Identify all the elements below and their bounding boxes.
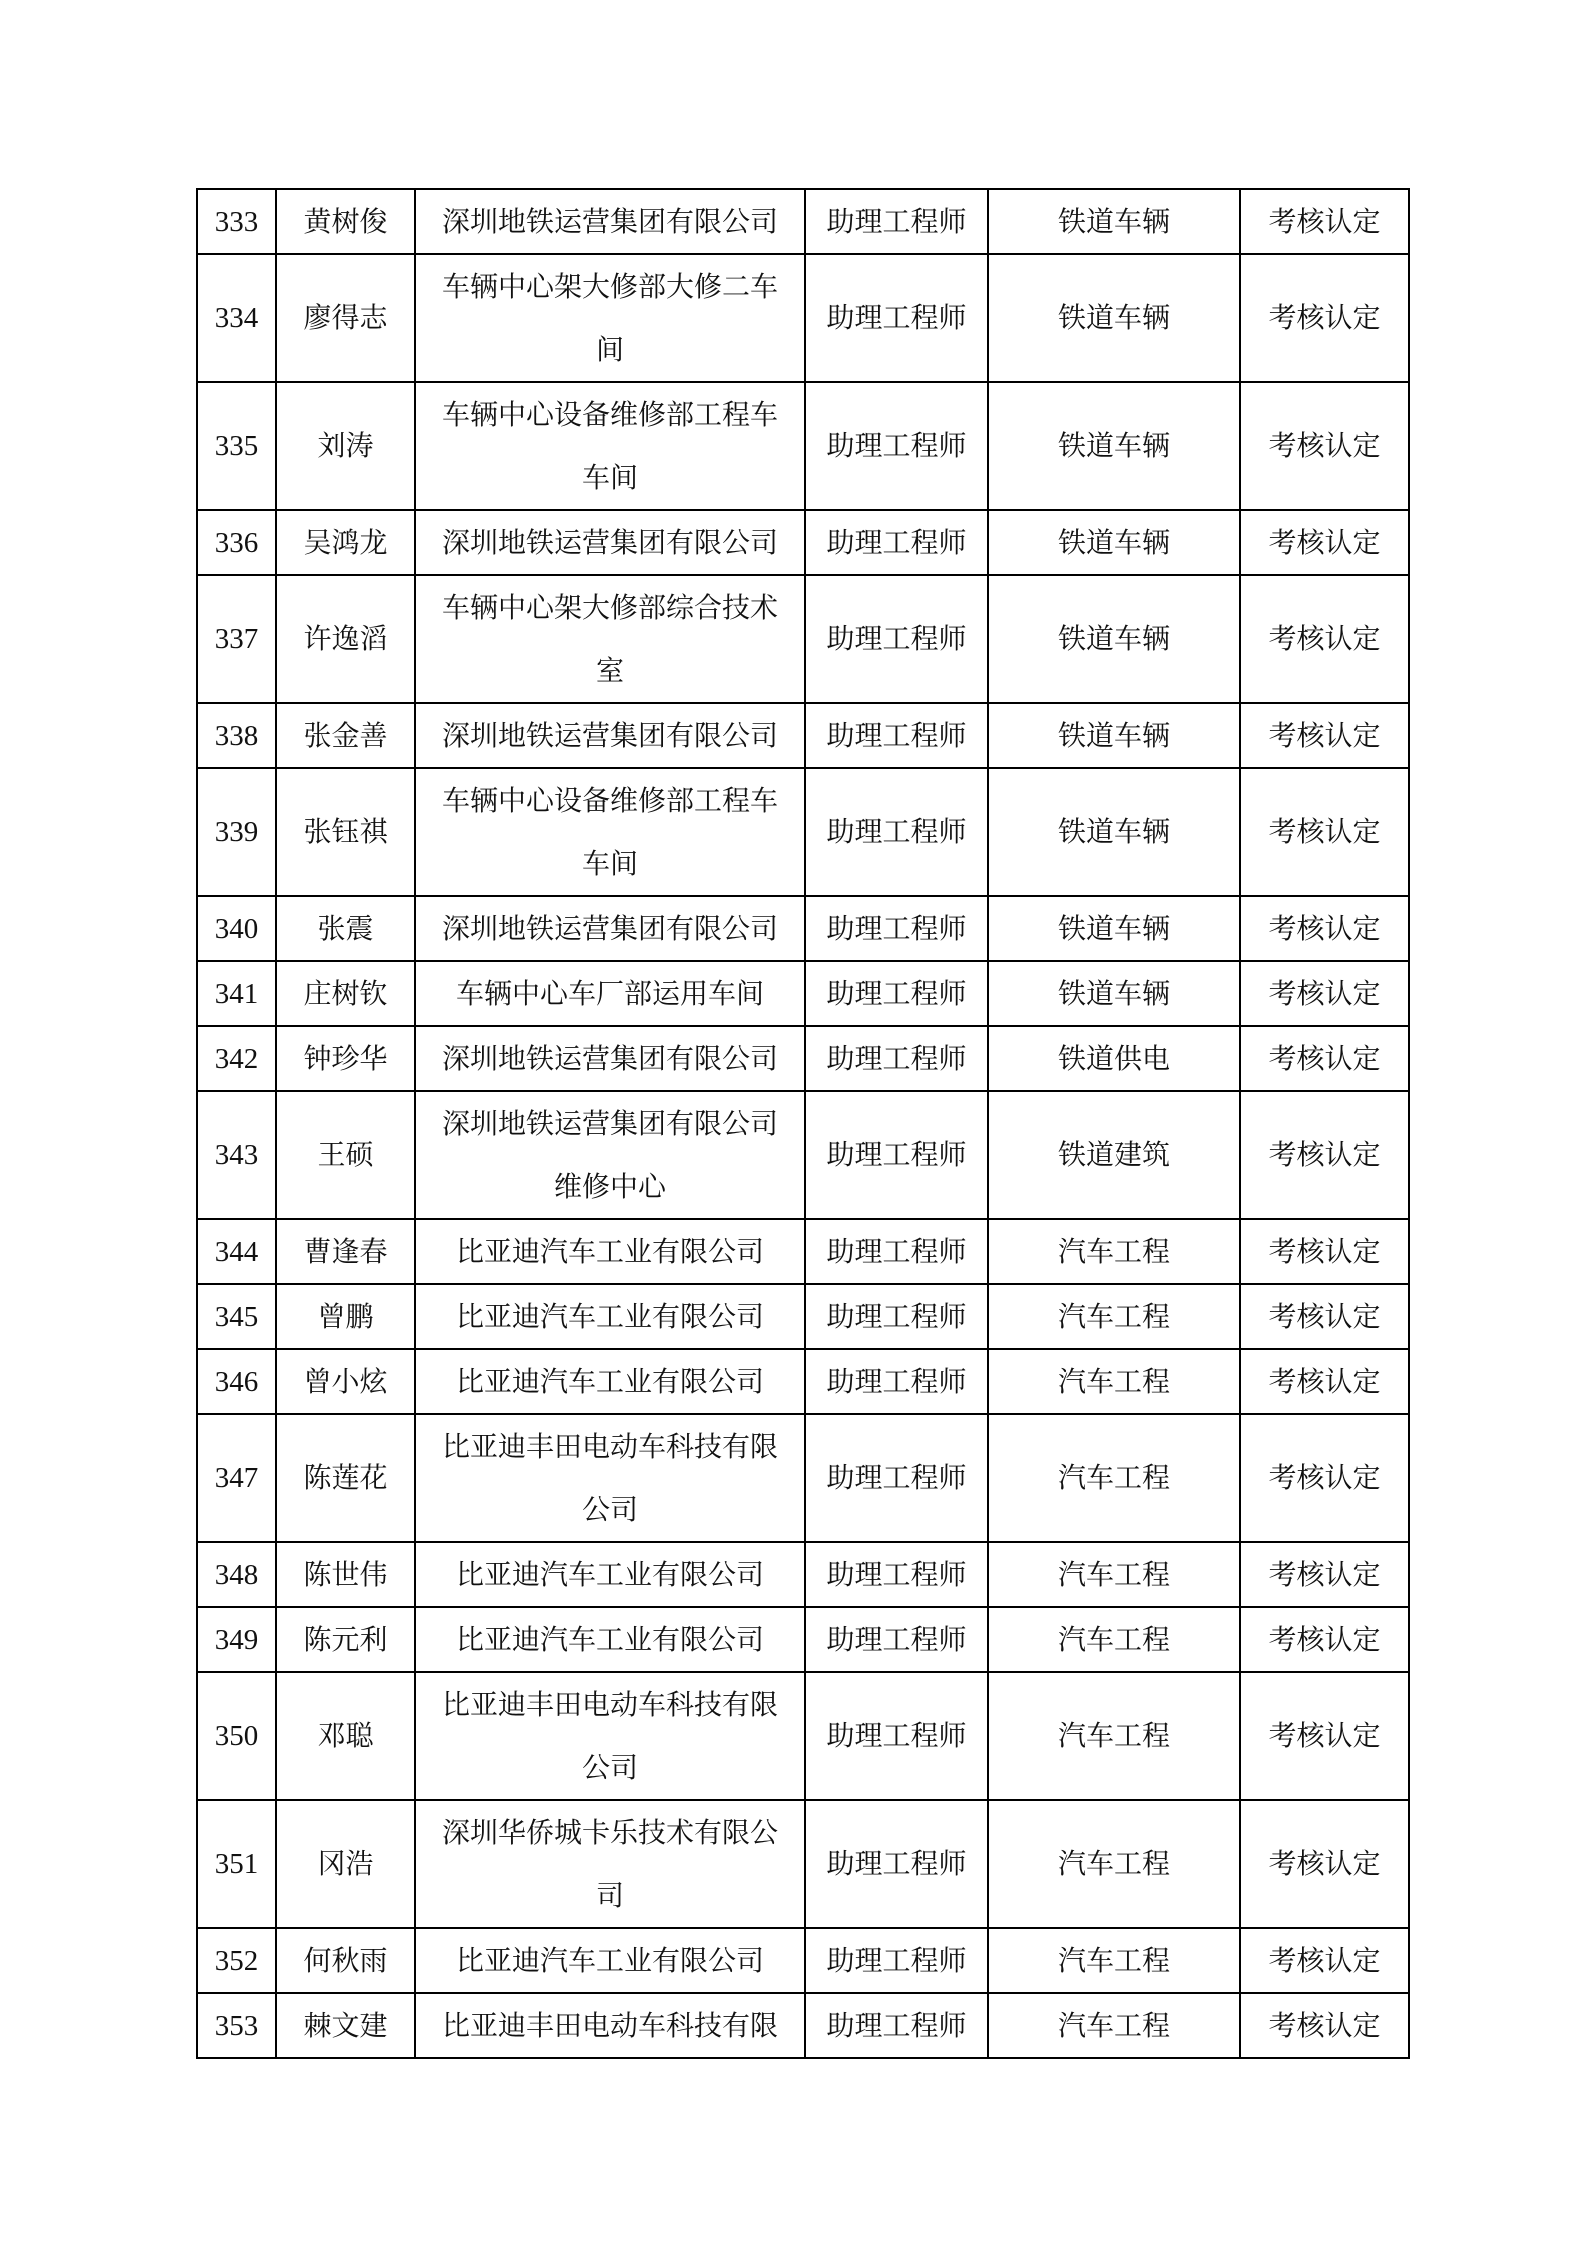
major-cell: 汽车工程 <box>988 1928 1240 1993</box>
name-cell: 刘涛 <box>276 382 415 510</box>
major-cell: 铁道车辆 <box>988 768 1240 896</box>
table-row <box>197 768 1409 896</box>
table-row <box>197 575 1409 703</box>
method-cell: 考核认定 <box>1240 1800 1409 1928</box>
title-cell: 助理工程师 <box>805 1414 988 1542</box>
table-row <box>197 1993 1409 2058</box>
organization-cell: 深圳地铁运营集团有限公司 <box>415 1026 805 1091</box>
personnel-table <box>196 188 1410 2059</box>
method-cell: 考核认定 <box>1240 510 1409 575</box>
major-cell: 汽车工程 <box>988 1349 1240 1414</box>
row-number-cell: 342 <box>197 1026 276 1091</box>
organization-cell: 深圳地铁运营集团有限公司 <box>415 189 805 254</box>
table-row <box>197 961 1409 1026</box>
method-cell: 考核认定 <box>1240 1284 1409 1349</box>
method-cell: 考核认定 <box>1240 896 1409 961</box>
method-cell: 考核认定 <box>1240 1607 1409 1672</box>
name-cell: 钟珍华 <box>276 1026 415 1091</box>
major-cell: 汽车工程 <box>988 1284 1240 1349</box>
major-cell: 铁道车辆 <box>988 382 1240 510</box>
title-cell: 助理工程师 <box>805 1800 988 1928</box>
method-cell: 考核认定 <box>1240 1026 1409 1091</box>
title-cell: 助理工程师 <box>805 1672 988 1800</box>
organization-cell: 深圳地铁运营集团有限公司维修中心 <box>415 1091 805 1219</box>
row-number-cell: 335 <box>197 382 276 510</box>
title-cell: 助理工程师 <box>805 1928 988 1993</box>
organization-cell: 车辆中心车厂部运用车间 <box>415 961 805 1026</box>
method-cell: 考核认定 <box>1240 1928 1409 1993</box>
name-cell: 王硕 <box>276 1091 415 1219</box>
name-cell: 曾鹏 <box>276 1284 415 1349</box>
major-cell: 铁道车辆 <box>988 703 1240 768</box>
row-number-cell: 341 <box>197 961 276 1026</box>
name-cell: 棘文建 <box>276 1993 415 2058</box>
row-number-cell: 334 <box>197 254 276 382</box>
table-row <box>197 896 1409 961</box>
method-cell: 考核认定 <box>1240 382 1409 510</box>
title-cell: 助理工程师 <box>805 1219 988 1284</box>
table-row <box>197 1800 1409 1928</box>
table-row <box>197 1219 1409 1284</box>
table-row <box>197 1542 1409 1607</box>
organization-cell: 车辆中心架大修部综合技术室 <box>415 575 805 703</box>
name-cell: 曾小炫 <box>276 1349 415 1414</box>
organization-cell: 比亚迪汽车工业有限公司 <box>415 1607 805 1672</box>
table-row <box>197 510 1409 575</box>
organization-cell: 深圳地铁运营集团有限公司 <box>415 896 805 961</box>
method-cell: 考核认定 <box>1240 1993 1409 2058</box>
row-number-cell: 337 <box>197 575 276 703</box>
name-cell: 张金善 <box>276 703 415 768</box>
method-cell: 考核认定 <box>1240 189 1409 254</box>
title-cell: 助理工程师 <box>805 189 988 254</box>
method-cell: 考核认定 <box>1240 575 1409 703</box>
table-row <box>197 703 1409 768</box>
organization-cell: 车辆中心架大修部大修二车间 <box>415 254 805 382</box>
title-cell: 助理工程师 <box>805 1026 988 1091</box>
major-cell: 铁道车辆 <box>988 254 1240 382</box>
row-number-cell: 336 <box>197 510 276 575</box>
organization-cell: 比亚迪丰田电动车科技有限公司 <box>415 1672 805 1800</box>
name-cell: 陈莲花 <box>276 1414 415 1542</box>
name-cell: 廖得志 <box>276 254 415 382</box>
row-number-cell: 350 <box>197 1672 276 1800</box>
major-cell: 铁道供电 <box>988 1026 1240 1091</box>
title-cell: 助理工程师 <box>805 768 988 896</box>
title-cell: 助理工程师 <box>805 575 988 703</box>
title-cell: 助理工程师 <box>805 254 988 382</box>
major-cell: 汽车工程 <box>988 1993 1240 2058</box>
table-row <box>197 1284 1409 1349</box>
organization-cell: 比亚迪汽车工业有限公司 <box>415 1284 805 1349</box>
name-cell: 张震 <box>276 896 415 961</box>
row-number-cell: 349 <box>197 1607 276 1672</box>
title-cell: 助理工程师 <box>805 703 988 768</box>
major-cell: 铁道建筑 <box>988 1091 1240 1219</box>
row-number-cell: 351 <box>197 1800 276 1928</box>
row-number-cell: 353 <box>197 1993 276 2058</box>
row-number-cell: 333 <box>197 189 276 254</box>
row-number-cell: 340 <box>197 896 276 961</box>
organization-cell: 车辆中心设备维修部工程车车间 <box>415 382 805 510</box>
row-number-cell: 348 <box>197 1542 276 1607</box>
method-cell: 考核认定 <box>1240 254 1409 382</box>
method-cell: 考核认定 <box>1240 768 1409 896</box>
major-cell: 汽车工程 <box>988 1219 1240 1284</box>
name-cell: 庄树钦 <box>276 961 415 1026</box>
name-cell: 许逸滔 <box>276 575 415 703</box>
major-cell: 铁道车辆 <box>988 961 1240 1026</box>
table-body <box>197 189 1409 2058</box>
table-row <box>197 1607 1409 1672</box>
method-cell: 考核认定 <box>1240 1672 1409 1800</box>
title-cell: 助理工程师 <box>805 382 988 510</box>
row-number-cell: 339 <box>197 768 276 896</box>
row-number-cell: 352 <box>197 1928 276 1993</box>
name-cell: 何秋雨 <box>276 1928 415 1993</box>
row-number-cell: 343 <box>197 1091 276 1219</box>
method-cell: 考核认定 <box>1240 1349 1409 1414</box>
method-cell: 考核认定 <box>1240 1219 1409 1284</box>
major-cell: 汽车工程 <box>988 1414 1240 1542</box>
method-cell: 考核认定 <box>1240 703 1409 768</box>
method-cell: 考核认定 <box>1240 1542 1409 1607</box>
major-cell: 汽车工程 <box>988 1672 1240 1800</box>
name-cell: 吴鸿龙 <box>276 510 415 575</box>
name-cell: 陈元利 <box>276 1607 415 1672</box>
table-row <box>197 254 1409 382</box>
name-cell: 冈浩 <box>276 1800 415 1928</box>
major-cell: 汽车工程 <box>988 1607 1240 1672</box>
major-cell: 铁道车辆 <box>988 575 1240 703</box>
title-cell: 助理工程师 <box>805 1091 988 1219</box>
row-number-cell: 347 <box>197 1414 276 1542</box>
major-cell: 汽车工程 <box>988 1542 1240 1607</box>
organization-cell: 比亚迪丰田电动车科技有限公司 <box>415 1414 805 1542</box>
name-cell: 黄树俊 <box>276 189 415 254</box>
major-cell: 铁道车辆 <box>988 189 1240 254</box>
organization-cell: 深圳华侨城卡乐技术有限公司 <box>415 1800 805 1928</box>
table-row <box>197 189 1409 254</box>
organization-cell: 深圳地铁运营集团有限公司 <box>415 510 805 575</box>
title-cell: 助理工程师 <box>805 1284 988 1349</box>
organization-cell: 比亚迪汽车工业有限公司 <box>415 1928 805 1993</box>
organization-cell: 比亚迪丰田电动车科技有限 <box>415 1993 805 2058</box>
table-row <box>197 1672 1409 1800</box>
table-row <box>197 1026 1409 1091</box>
organization-cell: 车辆中心设备维修部工程车车间 <box>415 768 805 896</box>
method-cell: 考核认定 <box>1240 1091 1409 1219</box>
title-cell: 助理工程师 <box>805 1993 988 2058</box>
table-row <box>197 1928 1409 1993</box>
name-cell: 邓聪 <box>276 1672 415 1800</box>
row-number-cell: 346 <box>197 1349 276 1414</box>
name-cell: 张钰祺 <box>276 768 415 896</box>
title-cell: 助理工程师 <box>805 1607 988 1672</box>
table-row <box>197 1414 1409 1542</box>
table-row <box>197 1349 1409 1414</box>
name-cell: 陈世伟 <box>276 1542 415 1607</box>
method-cell: 考核认定 <box>1240 961 1409 1026</box>
organization-cell: 比亚迪汽车工业有限公司 <box>415 1349 805 1414</box>
name-cell: 曹逢春 <box>276 1219 415 1284</box>
title-cell: 助理工程师 <box>805 1349 988 1414</box>
method-cell: 考核认定 <box>1240 1414 1409 1542</box>
table-row <box>197 382 1409 510</box>
major-cell: 铁道车辆 <box>988 896 1240 961</box>
title-cell: 助理工程师 <box>805 510 988 575</box>
row-number-cell: 344 <box>197 1219 276 1284</box>
table-row <box>197 1091 1409 1219</box>
title-cell: 助理工程师 <box>805 961 988 1026</box>
title-cell: 助理工程师 <box>805 1542 988 1607</box>
title-cell: 助理工程师 <box>805 896 988 961</box>
organization-cell: 深圳地铁运营集团有限公司 <box>415 703 805 768</box>
row-number-cell: 338 <box>197 703 276 768</box>
organization-cell: 比亚迪汽车工业有限公司 <box>415 1542 805 1607</box>
major-cell: 汽车工程 <box>988 1800 1240 1928</box>
organization-cell: 比亚迪汽车工业有限公司 <box>415 1219 805 1284</box>
major-cell: 铁道车辆 <box>988 510 1240 575</box>
row-number-cell: 345 <box>197 1284 276 1349</box>
